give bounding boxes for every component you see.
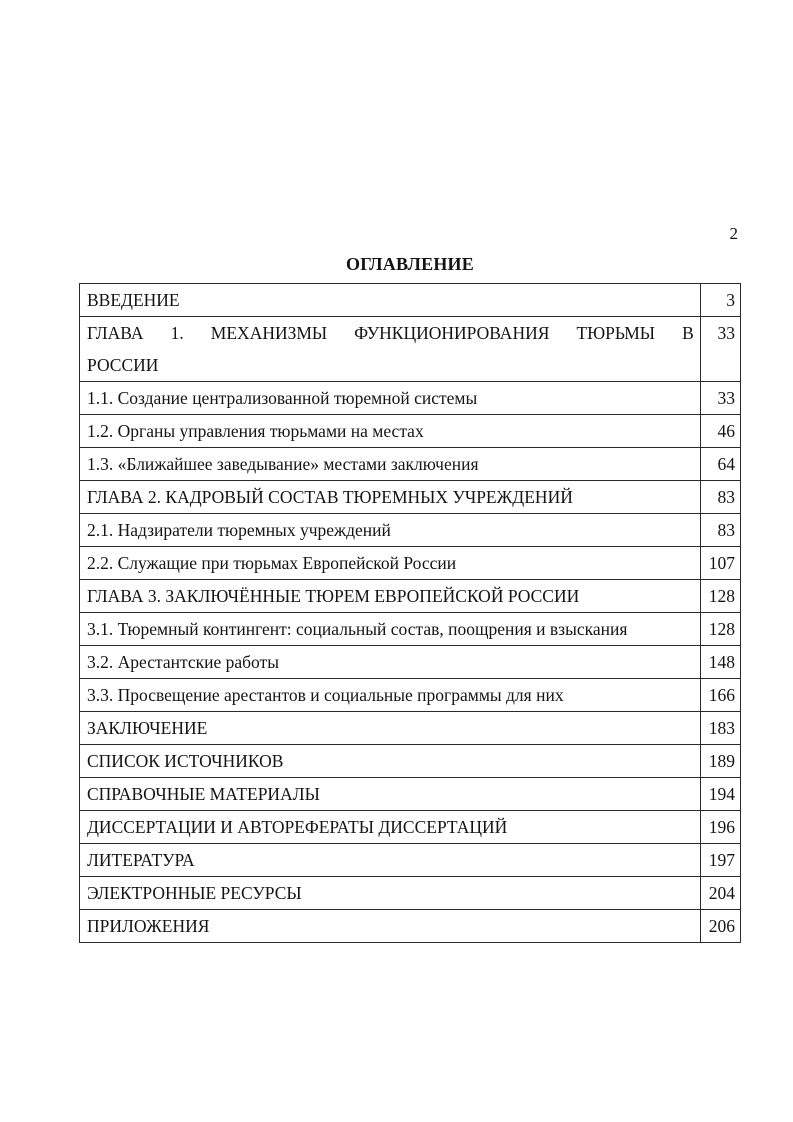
toc-entry-title: 1.1. Создание централизованной тюремной системы xyxy=(80,382,701,415)
toc-entry-page: 33 xyxy=(700,317,740,382)
toc-entry-page: 46 xyxy=(700,415,740,448)
toc-entry-page: 3 xyxy=(700,284,740,317)
toc-entry-title: 2.1. Надзиратели тюремных учреждений xyxy=(80,514,701,547)
toc-entry-page: 166 xyxy=(700,679,740,712)
toc-entry-page: 83 xyxy=(700,514,740,547)
toc-row xyxy=(80,448,741,481)
toc-entry-page: 194 xyxy=(700,778,740,811)
toc-entry-page: 189 xyxy=(700,745,740,778)
toc-row xyxy=(80,679,741,712)
toc-entry-title: ЗАКЛЮЧЕНИЕ xyxy=(80,712,701,745)
toc-row xyxy=(80,317,741,382)
toc-row xyxy=(80,910,741,943)
toc-row xyxy=(80,778,741,811)
toc-entry-title: 3.1. Тюремный контингент: социальный состав, поощрения и взыскания xyxy=(80,613,701,646)
page-title: ОГЛАВЛЕНИЕ xyxy=(346,254,474,274)
toc-entry-title: ВВЕДЕНИЕ xyxy=(80,284,701,317)
toc-entry-title-line: РОССИИ xyxy=(87,355,159,375)
toc-entry-page: 196 xyxy=(700,811,740,844)
toc-entry-page: 107 xyxy=(700,547,740,580)
toc-entry-title: ПРИЛОЖЕНИЯ xyxy=(80,910,701,943)
toc-row xyxy=(80,547,741,580)
toc-row xyxy=(80,844,741,877)
toc-entry-page: 197 xyxy=(700,844,740,877)
toc-entry-page: 128 xyxy=(700,613,740,646)
toc-entry-title: ГЛАВА 3. ЗАКЛЮЧЁННЫЕ ТЮРЕМ ЕВРОПЕЙСКОЙ РОССИИ xyxy=(80,580,701,613)
toc-entry-title: СПРАВОЧНЫЕ МАТЕРИАЛЫ xyxy=(80,778,701,811)
toc-entry-title: ГЛАВА 2. КАДРОВЫЙ СОСТАВ ТЮРЕМНЫХ УЧРЕЖДЕНИЙ xyxy=(80,481,701,514)
toc-entry-title: 3.2. Арестантские работы xyxy=(80,646,701,679)
toc-entry-title: 1.3. «Ближайшее заведывание» местами заключения xyxy=(80,448,701,481)
toc-entry-title: 3.3. Просвещение арестантов и социальные программы для них xyxy=(80,679,701,712)
table-of-contents xyxy=(79,283,741,943)
toc-row xyxy=(80,514,741,547)
toc-row xyxy=(80,745,741,778)
toc-entry-title: 1.2. Органы управления тюрьмами на местах xyxy=(80,415,701,448)
toc-row xyxy=(80,580,741,613)
toc-entry-title-line: ГЛАВА 1. МЕХАНИЗМЫ ФУНКЦИОНИРОВАНИЯ ТЮРЬМЫ В xyxy=(87,323,694,343)
toc-entry-page: 148 xyxy=(700,646,740,679)
toc-row xyxy=(80,811,741,844)
toc-entry-page: 204 xyxy=(700,877,740,910)
toc-entry-title: 2.2. Служащие при тюрьмах Европейской России xyxy=(80,547,701,580)
toc-entry-title xyxy=(80,317,701,382)
toc-entry-page: 206 xyxy=(700,910,740,943)
toc-row xyxy=(80,382,741,415)
toc-entry-title: ЛИТЕРАТУРА xyxy=(80,844,701,877)
toc-row xyxy=(80,613,741,646)
toc-row xyxy=(80,284,741,317)
toc-entry-page: 183 xyxy=(700,712,740,745)
toc-row xyxy=(80,877,741,910)
toc-row xyxy=(80,415,741,448)
toc-entry-title: ЭЛЕКТРОННЫЕ РЕСУРСЫ xyxy=(80,877,701,910)
toc-entry-title: ДИССЕРТАЦИИ И АВТОРЕФЕРАТЫ ДИССЕРТАЦИЙ xyxy=(80,811,701,844)
toc-row xyxy=(80,712,741,745)
page-number: 2 xyxy=(729,224,738,243)
toc-entry-page: 64 xyxy=(700,448,740,481)
toc-entry-page: 83 xyxy=(700,481,740,514)
toc-row xyxy=(80,481,741,514)
toc-entry-title: СПИСОК ИСТОЧНИКОВ xyxy=(80,745,701,778)
toc-row xyxy=(80,646,741,679)
toc-entry-page: 33 xyxy=(700,382,740,415)
toc-entry-page: 128 xyxy=(700,580,740,613)
